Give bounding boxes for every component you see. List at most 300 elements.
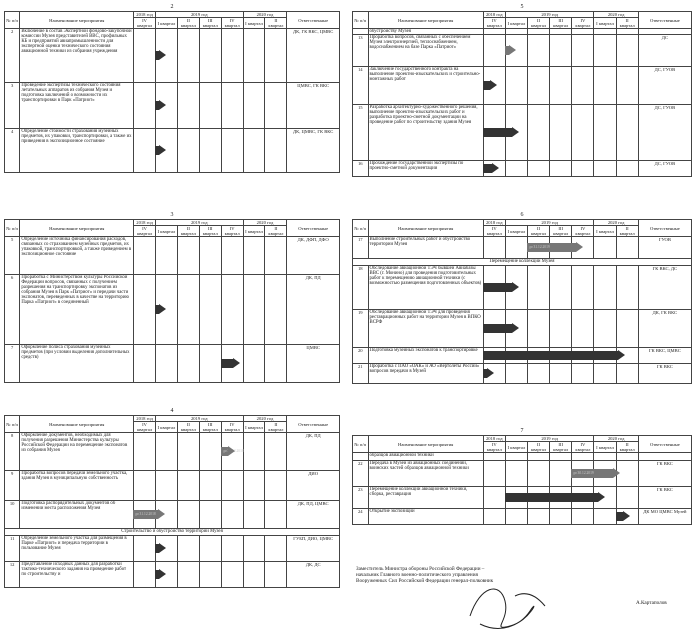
quarter-cell — [594, 310, 616, 348]
quarter-cell — [221, 275, 243, 345]
row-activity: Проведение экспертизы технического состояния летательных аппаратов из собрания Музея и подготовка заключений о возможности их транспортировки в Парк «Патриот» — [20, 83, 134, 129]
quarter-cell — [199, 562, 221, 588]
schedule-bar — [505, 493, 598, 502]
quarter-cell — [528, 105, 550, 161]
quarter-cell — [199, 501, 221, 529]
header-2018: 2018 год — [483, 220, 505, 226]
table-row — [353, 461, 692, 487]
header-responsible: Ответственные — [638, 12, 691, 29]
quarter-cell — [265, 562, 287, 588]
row-responsible: ГУБП, ДИО, ЦМВС — [287, 536, 340, 562]
row-responsible: ДК, ГК ВКС, ЦМВС — [287, 29, 340, 83]
quarter-cell — [177, 237, 199, 275]
table-row — [5, 275, 340, 345]
row-activity: Представление исходных данных для разработки тактико-технического задания на проведение работ по строительству и — [20, 562, 134, 588]
row-responsible: ДС, ГУОВ — [638, 161, 691, 177]
page-number: 5 — [520, 4, 524, 10]
row-number: 9 — [5, 471, 20, 501]
quarter-cell — [550, 266, 572, 310]
quarter-cell — [528, 509, 550, 525]
header-num: № п/п — [353, 220, 369, 237]
row-responsible: ЦМВС — [287, 345, 340, 383]
quarter-cell — [572, 509, 594, 525]
row-responsible: ДС, ГУОВ — [638, 67, 691, 105]
quarter-cell — [177, 501, 199, 529]
schedule-bar: до 31.12.2018 — [221, 447, 228, 456]
quarter-cell — [572, 310, 594, 348]
quarter-cell — [156, 237, 178, 275]
quarter-cell — [156, 345, 178, 383]
quarter-cell — [156, 471, 178, 501]
header-responsible: Ответственные — [638, 220, 691, 237]
quarter-cell — [483, 487, 505, 509]
header-quarter-2: II квартал — [528, 442, 550, 453]
quarter-cell — [265, 29, 287, 83]
table-row — [353, 237, 692, 259]
header-quarter-1: I квартал — [156, 226, 178, 237]
quarter-cell — [483, 461, 505, 487]
quarter-cell — [550, 310, 572, 348]
signature-name: А.Картаполов — [636, 600, 667, 606]
row-responsible — [638, 453, 691, 461]
schedule-bar — [483, 351, 618, 360]
header-quarter-1: I квартал — [505, 226, 527, 237]
header-2018: 2018 год — [483, 12, 505, 18]
row-activity: Проработка вопросов, связанных с обеспечением Музея электроэнергией, теплоснабжением, водоснабжением на базе Парка «Патриот» — [368, 35, 483, 67]
page-number: 6 — [520, 212, 524, 218]
header-2018: 2018 год — [134, 12, 156, 18]
row-responsible: ДК, ДФП, ДФО — [287, 237, 340, 275]
quarter-cell — [550, 364, 572, 384]
quarter-cell — [199, 345, 221, 383]
document-page-4 — [4, 408, 340, 640]
row-number: 3 — [5, 83, 20, 129]
row-activity: Передача в Музей из авиационных соединений, воинских частей образцов авиационной техники — [368, 461, 483, 487]
quarter-cell — [265, 345, 287, 383]
row-responsible: ДИО — [287, 471, 340, 501]
quarter-cell — [265, 83, 287, 129]
quarter-cell — [594, 509, 616, 525]
row-activity: Определение земельного участка для размещения в Парке «Патриот» и передача территории в пользование Музея — [20, 536, 134, 562]
header-name: Наименование мероприятия — [368, 12, 483, 29]
quarter-cell — [616, 310, 638, 348]
quarter-cell — [483, 35, 505, 67]
header-2019: 2019 год — [156, 220, 244, 226]
row-responsible: ГК ВКС — [638, 364, 691, 384]
quarter-cell — [177, 83, 199, 129]
schedule-bar — [155, 101, 159, 110]
quarter-cell — [505, 237, 527, 259]
row-activity: Обследование авиационной ТЭЧ бывшей Авиабазы ВВС (г. Монино) для проведения подготовительных работ к перемещению авиационной техники (с возможностью размещения подготовленных объектов) — [368, 266, 483, 310]
row-number: 8 — [5, 433, 20, 471]
quarter-cell — [177, 345, 199, 383]
quarter-cell — [177, 29, 199, 83]
row-number: 4 — [5, 129, 20, 173]
header-quarter-0: IV квартал — [483, 226, 505, 237]
header-quarter-4: IV квартал — [572, 442, 594, 453]
table-row — [353, 67, 692, 105]
row-number: 5 — [5, 237, 20, 275]
quarter-cell — [134, 433, 156, 471]
quarter-cell — [177, 275, 199, 345]
table-row — [353, 105, 692, 161]
schedule-bar — [221, 359, 233, 368]
quarter-cell — [243, 536, 265, 562]
page-number: 2 — [170, 4, 174, 10]
quarter-cell — [265, 275, 287, 345]
quarter-cell — [528, 266, 550, 310]
header-quarter-4: IV квартал — [572, 226, 594, 237]
header-quarter-4: IV квартал — [572, 18, 594, 29]
quarter-cell — [616, 161, 638, 177]
quarter-cell — [572, 453, 594, 461]
header-2020: 2020 год — [243, 220, 287, 226]
header-name: Наименование мероприятия — [368, 220, 483, 237]
schedule-bar — [483, 283, 512, 292]
table-row — [5, 471, 340, 501]
schedule-bar — [155, 51, 159, 60]
row-responsible: ГК ВКС — [638, 487, 691, 509]
quarter-cell — [616, 67, 638, 105]
quarter-cell — [528, 453, 550, 461]
table-row — [353, 453, 692, 461]
quarter-cell — [265, 433, 287, 471]
quarter-cell — [199, 433, 221, 471]
quarter-cell — [616, 35, 638, 67]
quarter-cell — [134, 83, 156, 129]
handwritten-signature — [460, 576, 550, 636]
row-responsible: ДК МО ЦМВС Музей — [638, 509, 691, 525]
page-number: 3 — [170, 212, 174, 218]
row-activity: образцов авиационной техники — [368, 453, 483, 461]
quarter-cell — [243, 275, 265, 345]
row-number: 24 — [353, 509, 369, 525]
header-2019: 2019 год — [156, 416, 244, 422]
section-heading: Строительство и обустройство территории Музея — [5, 529, 340, 536]
quarter-cell — [572, 266, 594, 310]
header-name: Наименование мероприятия — [20, 416, 134, 433]
row-responsible: ДК, ПД — [287, 433, 340, 471]
header-quarter-4: IV квартал — [221, 226, 243, 237]
quarter-cell — [550, 35, 572, 67]
header-quarter-2: II квартал — [528, 18, 550, 29]
row-number: 12 — [5, 562, 20, 588]
quarter-cell — [221, 129, 243, 173]
quarter-cell — [528, 364, 550, 384]
row-activity: Прохождение государственной экспертизы по проектно-сметной документации — [368, 161, 483, 177]
table-row — [5, 562, 340, 588]
schedule-bar — [505, 46, 509, 55]
quarter-cell — [505, 161, 527, 177]
quarter-cell — [177, 562, 199, 588]
header-name: Наименование мероприятия — [20, 12, 134, 29]
quarter-cell — [243, 345, 265, 383]
header-quarter-0: IV квартал — [134, 226, 156, 237]
plan-table — [352, 11, 692, 177]
table-row — [5, 83, 340, 129]
header-quarter-3: III квартал — [199, 226, 221, 237]
row-responsible: ЦМВС, ГК ВКС — [287, 83, 340, 129]
document-page-7 — [352, 428, 692, 558]
row-activity: Проработка с Министерством культуры Российской Федерации вопросов, связанных с получением разрешения на транспортировку экспонатов из собрания Музея в Парк «Патриот» и передачи части экспонатов, переведенных в качестве на территорию Парка «Патриот» в соединенный — [20, 275, 134, 345]
row-activity: Проработка с ПАО «ОАК» и АО «Вертолеты России» вопросов передачи в Музей — [368, 364, 483, 384]
quarter-cell — [177, 433, 199, 471]
quarter-cell — [243, 501, 265, 529]
table-row — [353, 509, 692, 525]
document-page-3 — [4, 212, 340, 400]
row-responsible: ГУОВ — [638, 237, 691, 259]
quarter-cell — [616, 266, 638, 310]
quarter-cell — [528, 310, 550, 348]
header-quarter-5: I квартал — [243, 422, 265, 433]
quarter-cell — [550, 67, 572, 105]
row-number: 11 — [5, 536, 20, 562]
quarter-cell — [221, 501, 243, 529]
header-quarter-2: II квартал — [177, 422, 199, 433]
header-quarter-1: I квартал — [156, 422, 178, 433]
header-quarter-5: I квартал — [594, 226, 616, 237]
document-page-5 — [352, 4, 692, 204]
header-2020: 2020 год — [594, 220, 638, 226]
quarter-cell — [505, 509, 527, 525]
quarter-cell — [528, 35, 550, 67]
quarter-cell — [594, 266, 616, 310]
quarter-cell — [221, 237, 243, 275]
table-row — [353, 310, 692, 348]
quarter-cell — [265, 501, 287, 529]
row-number: 19 — [353, 310, 369, 348]
quarter-cell — [199, 29, 221, 83]
header-quarter-6: II квартал — [616, 226, 638, 237]
quarter-cell — [134, 275, 156, 345]
row-number: 17 — [353, 237, 369, 259]
row-number: 14 — [353, 67, 369, 105]
row-activity: Подготовка распорядительных документов об изменении места расположения Музея — [20, 501, 134, 529]
header-name: Наименование мероприятия — [20, 220, 134, 237]
schedule-bar — [155, 570, 159, 579]
row-number: 18 — [353, 266, 369, 310]
row-responsible: ГК ВКС, ДС — [638, 266, 691, 310]
row-number: 16 — [353, 161, 369, 177]
row-activity: Открытие экспозиции — [368, 509, 483, 525]
quarter-cell — [550, 509, 572, 525]
schedule-bar — [483, 128, 512, 137]
quarter-cell — [221, 562, 243, 588]
header-quarter-6: II квартал — [265, 18, 287, 29]
schedule-bar — [155, 305, 159, 314]
table-row — [5, 129, 340, 173]
quarter-cell — [616, 105, 638, 161]
quarter-cell — [616, 364, 638, 384]
quarter-cell — [550, 461, 572, 487]
quarter-cell — [177, 129, 199, 173]
quarter-cell — [594, 35, 616, 67]
plan-table — [4, 11, 340, 173]
quarter-cell — [572, 35, 594, 67]
row-number — [353, 453, 369, 461]
header-quarter-3: III квартал — [550, 18, 572, 29]
header-responsible: Ответственные — [287, 416, 340, 433]
quarter-cell — [483, 453, 505, 461]
quarter-cell — [243, 129, 265, 173]
header-quarter-3: III квартал — [199, 18, 221, 29]
quarter-cell — [265, 536, 287, 562]
header-quarter-0: IV квартал — [134, 18, 156, 29]
plan-table — [4, 415, 340, 588]
header-2020: 2020 год — [594, 436, 638, 442]
quarter-cell — [221, 83, 243, 129]
header-quarter-2: II квартал — [177, 18, 199, 29]
quarter-cell — [243, 562, 265, 588]
quarter-cell — [572, 161, 594, 177]
quarter-cell — [243, 83, 265, 129]
row-activity: Включение в состав Экспертной фондово-закупочной комиссии Музея представителей ВВС, профильных КБ и предприятий авиапромышленности для экспертной оценки технического состояния авиационной техники из собрания учреждения — [20, 29, 134, 83]
page-number: 4 — [170, 408, 174, 414]
schedule-bar — [483, 324, 512, 333]
schedule-bar — [483, 164, 492, 173]
row-activity: Разработка архитектурно-художественного решения, выполнение проектно-изыскательских работ и разработка проектно-сметной документации на проведение работ по строительству здания Музея — [368, 105, 483, 161]
header-quarter-1: I квартал — [505, 442, 527, 453]
quarter-cell — [483, 509, 505, 525]
header-num: № п/п — [5, 12, 20, 29]
header-responsible: Ответственные — [638, 436, 691, 453]
row-activity: Обследование авиационной ТЭЧ для проведения реставрационных работ на территории Музея в ВПКО ВСРФ — [368, 310, 483, 348]
row-responsible: ГК ВКС, ЦМВС — [638, 348, 691, 364]
header-quarter-1: I квартал — [156, 18, 178, 29]
quarter-cell — [528, 161, 550, 177]
quarter-cell — [265, 129, 287, 173]
schedule-bar: до 31.12.2019 — [527, 243, 576, 252]
quarter-cell — [177, 471, 199, 501]
row-number: 20 — [353, 348, 369, 364]
quarter-cell — [616, 237, 638, 259]
row-number: 21 — [353, 364, 369, 384]
row-activity: Оформление документов, необходимых для получения разрешения Министерства культуры Российской Федерации на перемещение экспонатов из собрания Музея — [20, 433, 134, 471]
header-quarter-4: IV квартал — [221, 422, 243, 433]
header-num: № п/п — [353, 436, 369, 453]
row-activity: Выполнение строительных работ и обустройство территории Музея — [368, 237, 483, 259]
header-quarter-0: IV квартал — [134, 422, 156, 433]
header-quarter-6: II квартал — [616, 442, 638, 453]
header-quarter-2: II квартал — [177, 226, 199, 237]
header-quarter-6: II квартал — [265, 226, 287, 237]
row-responsible: ГК ВКС — [638, 461, 691, 487]
quarter-cell — [199, 471, 221, 501]
schedule-bar — [616, 512, 623, 521]
quarter-cell — [134, 29, 156, 83]
header-2019: 2019 год — [505, 220, 594, 226]
quarter-cell — [616, 487, 638, 509]
schedule-bar — [155, 544, 159, 553]
header-num: № п/п — [5, 220, 20, 237]
row-activity: Проработка вопросов передачи земельного участка, здания Музея в муниципальную собственность — [20, 471, 134, 501]
row-activity: Перемещение коллекции авиационной техники, сборка, реставрация — [368, 487, 483, 509]
quarter-cell — [572, 364, 594, 384]
header-quarter-2: II квартал — [528, 226, 550, 237]
page-number: 7 — [520, 428, 524, 434]
row-number: 13 — [353, 35, 369, 67]
table-row — [5, 237, 340, 275]
row-number: 10 — [5, 501, 20, 529]
quarter-cell — [265, 471, 287, 501]
header-quarter-5: I квартал — [243, 226, 265, 237]
row-responsible: ДК, ДС — [287, 562, 340, 588]
row-responsible: ДК, ГК ВКС — [638, 310, 691, 348]
header-quarter-6: II квартал — [265, 422, 287, 433]
row-activity: Определение стоимости страхования музейных предметов, их упаковки, транспортировки, а также их приведения в экспозиционное состояние — [20, 129, 134, 173]
quarter-cell — [134, 237, 156, 275]
quarter-cell — [221, 29, 243, 83]
header-quarter-5: I квартал — [594, 18, 616, 29]
row-activity: Оформление полиса страхования музейных предметов (при условии выделения дополнительных средств) — [20, 345, 134, 383]
header-2020: 2020 год — [243, 416, 287, 422]
quarter-cell — [243, 29, 265, 83]
quarter-cell — [505, 364, 527, 384]
quarter-cell — [594, 453, 616, 461]
plan-table — [352, 435, 692, 525]
header-quarter-0: IV квартал — [483, 442, 505, 453]
schedule-bar — [483, 369, 487, 378]
table-row — [5, 501, 340, 529]
quarter-cell — [177, 536, 199, 562]
quarter-cell — [594, 364, 616, 384]
header-num: № п/п — [5, 416, 20, 433]
signature-title: Заместитель Министра обороны Российской Федерации – начальник Главного военно-политического управления Вооруженных Сил Российской Федерации генерал-полковник — [356, 566, 494, 584]
header-2018: 2018 год — [483, 436, 505, 442]
section-heading: Перемещение коллекции Музея — [353, 259, 692, 266]
quarter-cell — [134, 345, 156, 383]
row-activity: Подготовка музейных экспонатов к транспортировке — [368, 348, 483, 364]
row-number: 2 — [5, 29, 20, 83]
row-activity: обустройству Музея — [368, 29, 483, 35]
plan-table — [4, 219, 340, 383]
header-2019: 2019 год — [156, 12, 244, 18]
quarter-cell — [594, 105, 616, 161]
header-responsible: Ответственные — [287, 220, 340, 237]
row-responsible: ДК, ЦМВС, ГК ВКС — [287, 129, 340, 173]
quarter-cell — [505, 453, 527, 461]
quarter-cell — [505, 67, 527, 105]
row-number: 7 — [5, 345, 20, 383]
quarter-cell — [528, 67, 550, 105]
quarter-cell — [483, 237, 505, 259]
header-2020: 2020 год — [594, 12, 638, 18]
header-2019: 2019 год — [505, 12, 594, 18]
row-activity: Заключение государственного контракта на выполнение проектно-изыскательских и строительно-монтажных работ — [368, 67, 483, 105]
header-quarter-3: III квартал — [550, 226, 572, 237]
header-quarter-0: IV квартал — [483, 18, 505, 29]
quarter-cell — [199, 129, 221, 173]
document-page-6 — [352, 212, 692, 400]
quarter-cell — [221, 471, 243, 501]
header-quarter-4: IV квартал — [221, 18, 243, 29]
header-num: № п/п — [353, 12, 369, 29]
quarter-cell — [134, 536, 156, 562]
table-row — [353, 161, 692, 177]
row-number: 22 — [353, 461, 369, 487]
quarter-cell — [156, 433, 178, 471]
schedule-bar: до 30.12.2019 — [571, 469, 613, 478]
table-row — [5, 29, 340, 83]
quarter-cell — [616, 453, 638, 461]
table-row — [5, 345, 340, 383]
quarter-cell — [594, 237, 616, 259]
row-number: 23 — [353, 487, 369, 509]
quarter-cell — [199, 536, 221, 562]
row-activity: Определение источника финансирования расходов, связанных со страхованием музейных предметов, их упаковкой, транспортировкой, а также приведением в экспозиционное состояние — [20, 237, 134, 275]
table-row — [353, 35, 692, 67]
quarter-cell — [243, 237, 265, 275]
